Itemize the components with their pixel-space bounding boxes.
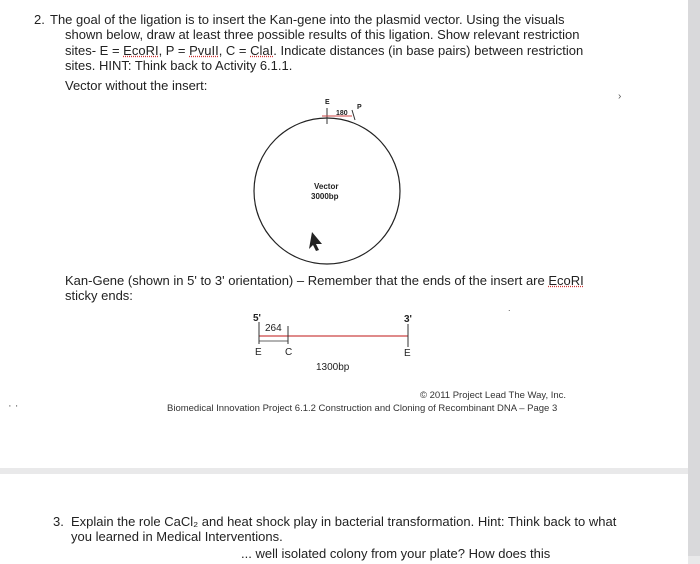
footer-course: Biomedical Innovation Project 6.1.2 Construction and Cloning of Recombinant DNA – Page 3 xyxy=(167,403,558,414)
stray-dot: . xyxy=(508,303,511,313)
question3-line-3: ... well isolated colony from your plate? How does this xyxy=(241,545,551,561)
question-line-3-post: . Indicate distances (in base pairs) between restriction xyxy=(273,42,584,58)
five-prime-label: 5' xyxy=(253,313,261,324)
kan-length-label: 1300bp xyxy=(316,362,350,373)
question3-text xyxy=(71,514,671,561)
kan-site-e-right-label: E xyxy=(404,348,411,359)
vector-size-label: 3000bp xyxy=(311,192,339,201)
pvuii-site-tick xyxy=(352,110,355,120)
question-line-4: sites. HINT: Think back to Activity 6.1.1. xyxy=(65,58,293,74)
next-page xyxy=(0,474,688,564)
kan-line-2: sticky ends: xyxy=(65,288,133,304)
scroll-gutter xyxy=(688,0,700,556)
kan-site-c-label: C xyxy=(285,347,293,358)
three-prime-label: 3' xyxy=(404,314,412,325)
stray-dots: · · xyxy=(8,400,19,412)
clai-term: ClaI xyxy=(250,42,274,58)
vector-heading: Vector without the insert: xyxy=(65,78,208,93)
stray-mark: › xyxy=(618,91,622,102)
kan-site-e-left-label: E xyxy=(255,347,262,358)
question3-line-1: Explain the role CaCl₂ and heat shock play in bacterial transformation. Hint: Think back to what xyxy=(71,514,617,529)
cursor-icon xyxy=(309,232,322,251)
pvuii-term: PvuII xyxy=(189,42,219,58)
plasmid-circle xyxy=(254,118,400,264)
kan-line-1-pre: Kan-Gene (shown in 5' to 3' orientation) – Remember that the ends of the insert are xyxy=(65,273,549,288)
kan-distance-label: 264 xyxy=(265,323,282,334)
kan-line-1 xyxy=(65,273,675,288)
question-line-3-pre: sites- E = xyxy=(65,42,124,58)
question-line-2: shown below, draw at least three possible results of this ligation. Show relevant restriction xyxy=(65,27,580,43)
question-line-3-mid1: , P = xyxy=(158,42,190,58)
question3-line-2: you learned in Medical Interventions. xyxy=(71,529,283,545)
kan-ecori-term: EcoRI xyxy=(548,273,584,288)
vector-site-e-label: E xyxy=(325,99,330,106)
vector-distance-label: 180 xyxy=(336,110,348,117)
question-number: 2. xyxy=(34,12,45,27)
vector-site-p-label: P xyxy=(357,104,362,111)
footer-copyright: © 2011 Project Lead The Way, Inc. xyxy=(420,390,567,401)
vector-name-label: Vector xyxy=(314,182,339,191)
ecori-term: EcoRI xyxy=(123,42,159,58)
question-line-1: The goal of the ligation is to insert the Kan-gene into the plasmid vector. Using the visuals xyxy=(50,12,565,27)
question3-number: 3. xyxy=(53,514,64,529)
question-line-3-mid2: , C = xyxy=(218,42,251,58)
kan-description xyxy=(65,273,675,304)
